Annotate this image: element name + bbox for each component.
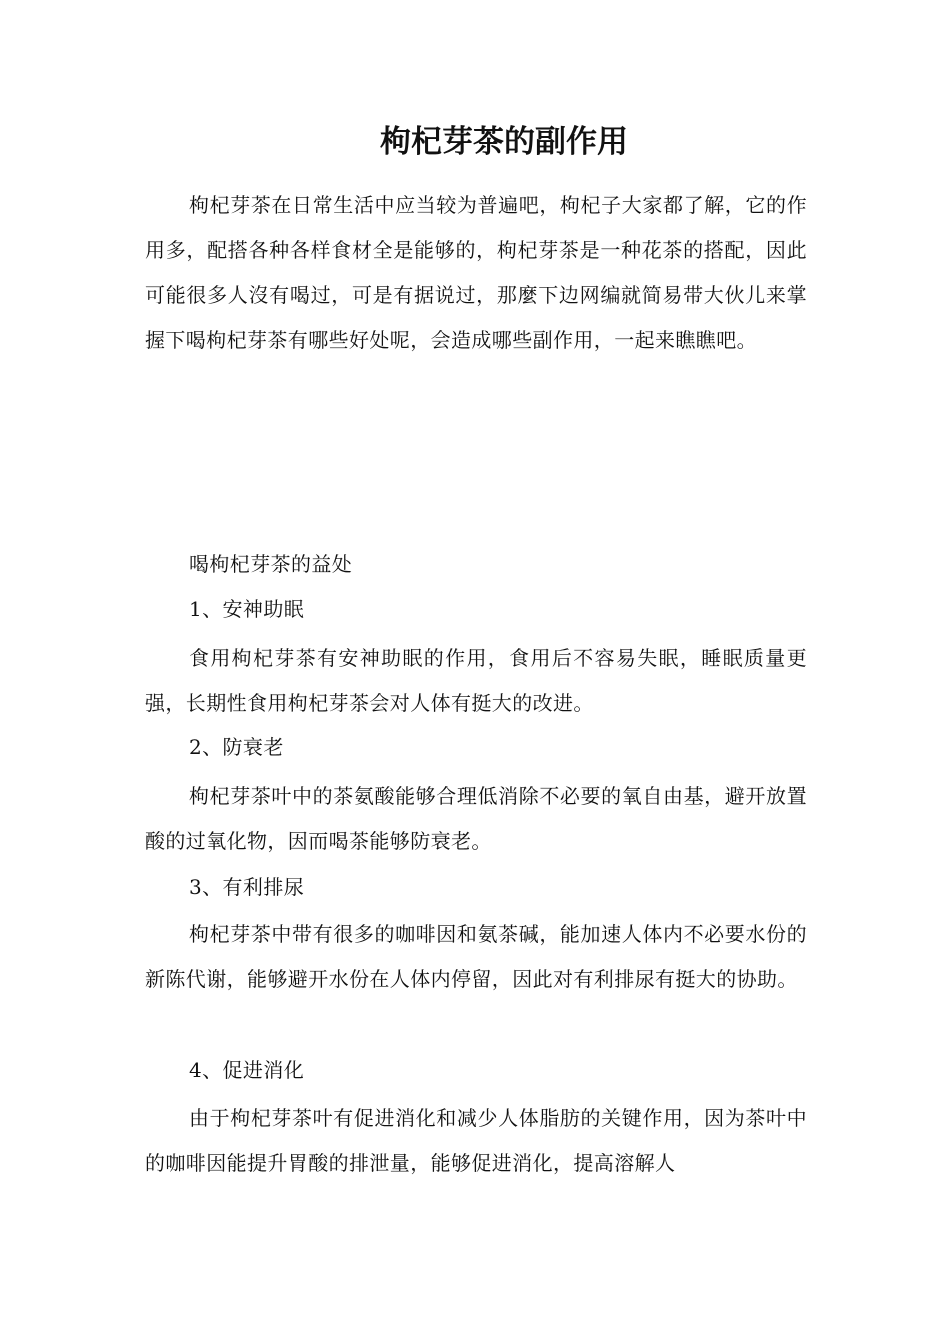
item-4-text: 由于枸杞芽茶叶有促进消化和减少人体脂肪的关键作用，因为茶叶中的咖啡因能提升胃酸的排泄量，能够促进消化，提高溶解人 <box>145 1106 807 1175</box>
item-3-heading: 3、有利排尿 <box>189 875 305 899</box>
section-heading: 喝枸杞芽茶的益处 <box>189 552 353 576</box>
item-2-text: 枸杞芽茶叶中的茶氨酸能够合理低消除不必要的氧自由基，避开放置酸的过氧化物，因而喝茶能够防衰老。 <box>145 784 807 853</box>
item-2-heading: 2、防衰老 <box>189 735 284 759</box>
intro-paragraph: 枸杞芽茶在日常生活中应当较为普遍吧，枸杞子大家都了解，它的作用多，配搭各种各样食材全是能够的，枸杞芽茶是一种花茶的搭配，因此可能很多人沒有喝过，可是有据说过，那麼下边网编就简易带大伙儿来掌握下喝枸杞芽茶有哪些好处呢，会造成哪些副作用，一起来瞧瞧吧。 <box>145 193 807 352</box>
document-title: 枸杞芽茶的副作用 <box>380 124 628 160</box>
item-4-heading: 4、促进消化 <box>189 1058 305 1082</box>
item-1-text: 食用枸杞芽茶有安神助眠的作用，食用后不容易失眠，睡眠质量更强，长期性食用枸杞芽茶会对人体有挺大的改进。 <box>145 646 807 715</box>
item-1-heading: 1、安神助眠 <box>189 597 305 621</box>
item-3-text: 枸杞芽茶中带有很多的咖啡因和氨茶碱，能加速人体内不必要水份的新陈代谢，能够避开水份在人体内停留，因此对有利排尿有挺大的协助。 <box>145 922 807 991</box>
title-block <box>0 118 950 166</box>
